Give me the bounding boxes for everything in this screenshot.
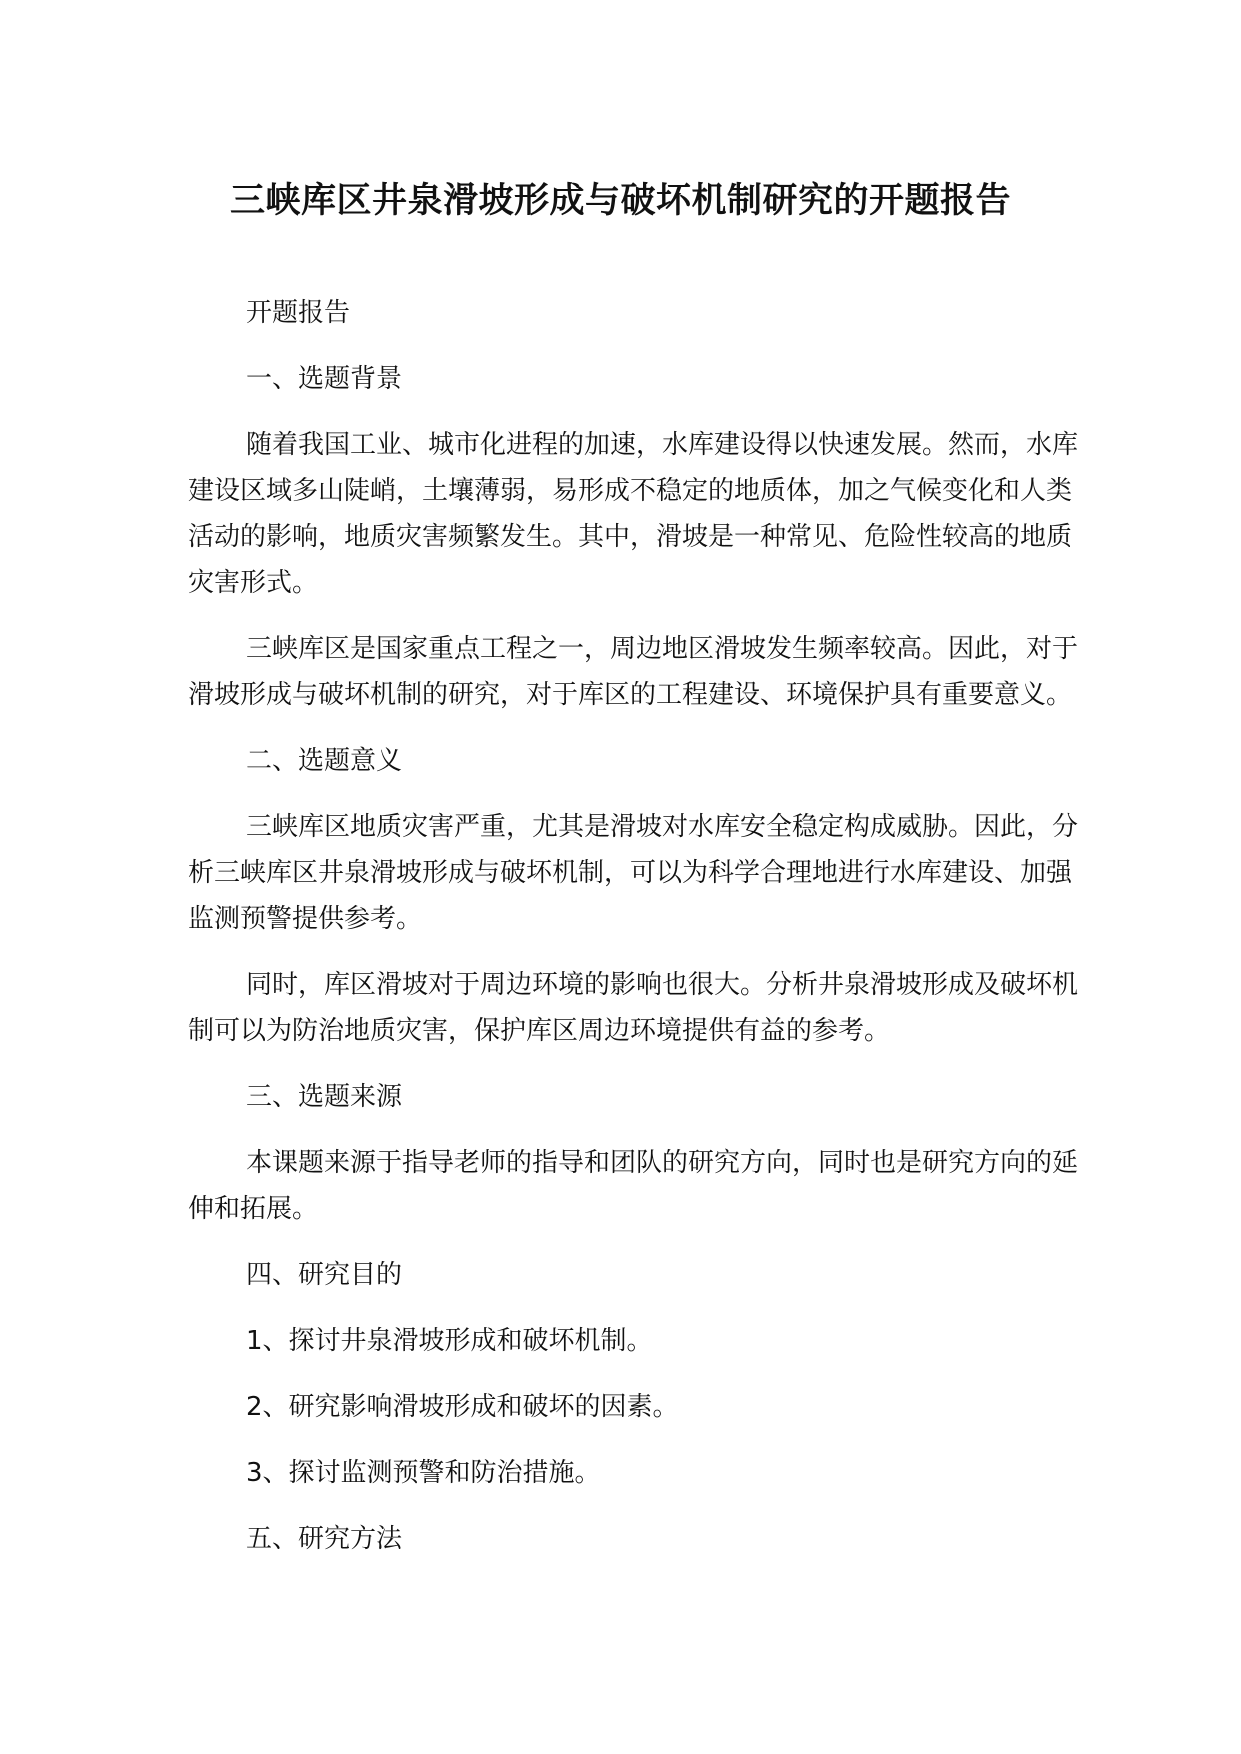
- document-body: [188, 290, 1088, 1562]
- paragraph-significance-2: 同时，库区滑坡对于周边环境的影响也很大。分析井泉滑坡形成及破坏机制可以为防治地质灾害，保护库区周边环境提供有益的参考。: [188, 970, 1079, 1046]
- paragraph-significance-1: 三峡库区地质灾害严重，尤其是滑坡对水库安全稳定构成威胁。因此，分析三峡库区井泉滑坡形成与破坏机制，可以为科学合理地进行水库建设、加强监测预警提供参考。: [188, 812, 1079, 934]
- section-heading-significance: 二、选题意义: [246, 746, 403, 776]
- section-heading-objectives: 四、研究目的: [246, 1260, 403, 1290]
- objective-item-1: 1、探讨井泉滑坡形成和破坏机制。: [246, 1326, 653, 1356]
- document-title: 三峡库区井泉滑坡形成与破坏机制研究的开题报告: [229, 181, 1011, 221]
- section-heading-methods: 五、研究方法: [246, 1524, 403, 1554]
- section-heading-source: 三、选题来源: [246, 1082, 403, 1112]
- paragraph-background-1: 随着我国工业、城市化进程的加速，水库建设得以快速发展。然而，水库建设区域多山陡峭，土壤薄弱，易形成不稳定的地质体，加之气候变化和人类活动的影响，地质灾害频繁发生。其中，滑坡是一种常见、危险性较高的地质灾害形式。: [188, 430, 1079, 598]
- objective-item-2: 2、研究影响滑坡形成和破坏的因素。: [246, 1392, 679, 1422]
- paragraph-report-heading: 开题报告: [246, 298, 351, 328]
- paragraph-source: 本课题来源于指导老师的指导和团队的研究方向，同时也是研究方向的延伸和拓展。: [188, 1148, 1079, 1224]
- paragraph-background-2: 三峡库区是国家重点工程之一，周边地区滑坡发生频率较高。因此，对于滑坡形成与破坏机制的研究，对于库区的工程建设、环境保护具有重要意义。: [188, 634, 1079, 710]
- section-heading-background: 一、选题背景: [246, 364, 403, 394]
- objective-item-3: 3、探讨监测预警和防治措施。: [246, 1458, 601, 1488]
